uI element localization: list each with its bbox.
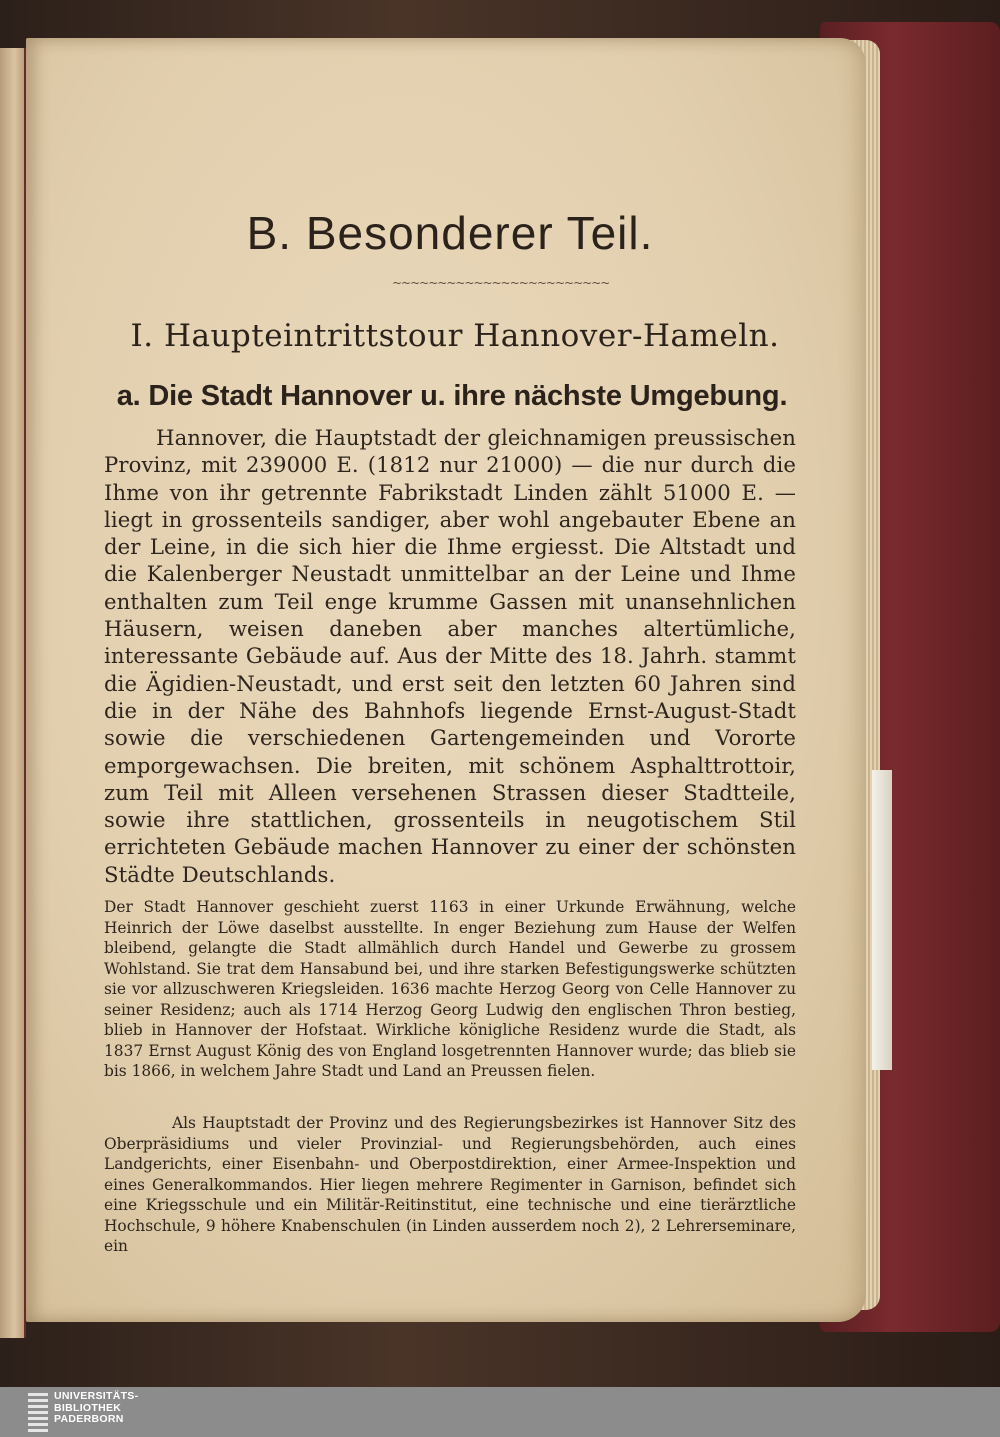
history-paragraph: Der Stadt Hannover geschieht zuerst 1163 in einer Urkunde Erwähnung, welche Heinrich der Löwe daselbst ausstellte. In enger Beziehung zum Hause der Welfen bleibend, gelangte die Stadt allmählich durch Handel und Gewerbe zu grossem Wohlstand. Sie trat dem Hansabund bei, und ihre starken Befestigungswerke schützten sie vor allzuschweren Kriegsleiden. 1636 machte Herzog Georg von Celle Hannover zu seiner Residenz; auch als 1714 Herzog Georg Ludwig den englischen Thron bestieg, blieb in Hannover der Hofstaat. Wirkliche königliche Residenz wurde die Stadt, als 1837 Ernst August König des von England losgetrennten Hannover wurde; das blieb sie bis 1866, in welchem Jahre Stadt und Land an Preussen fielen. — [104, 898, 796, 1080]
library-logo-icon — [28, 1393, 48, 1433]
facing-page-edge — [0, 48, 26, 1338]
logo-line-3: PADERBORN — [54, 1413, 124, 1425]
section-title: B. Besonderer Teil. — [246, 207, 654, 259]
paper-tab-marker — [872, 770, 892, 1070]
logo-line-2: BIBLIOTHEK — [54, 1401, 122, 1414]
chapter-subtitle: a. Die Stadt Hannover u. ihre nächste Umgebung. — [116, 380, 788, 412]
logo-line-1: UNIVERSITÄTS- — [54, 1390, 139, 1402]
library-logo-text — [54, 1391, 138, 1426]
institutions-paragraph: Als Hauptstadt der Provinz und des Regierungsbezirkes ist Hannover Sitz des Oberpräsidiums und vieler Provinzial- und Regierungsbehörden, auch eines Landgerichts, einer Eisenbahn- und Oberpostdirektion, einer Armee-Inspektion und eines Generalkommandos. Hier liegen mehrere Regimenter in Garnison, befindet sich eine Kriegsschule und ein Militär-Reitinstitut, eine technische und eine tierärztliche Hochschule, 9 höhere Knabenschulen (in Linden ausserdem noch 2), 2 Lehrerseminare, ein — [104, 1114, 796, 1255]
part-title: I. Haupteintrittstour Hannover-Hameln. — [130, 318, 780, 354]
body-paragraph: Hannover, die Hauptstadt der gleichnamigen preussischen Provinz, mit 239000 E. (1812 nur 21000) — die nur durch die Ihme von ihr getrennte Fabrikstadt Linden zählt 51000 E. — liegt in grossenteils sandiger, aber wohl angebauter Ebene an der Leine, in die sich hier die Ihme ergiesst. Die Altstadt und die Kalenberger Neustadt unmittelbar an der Leine und Ihme enthalten zum Teil enge krumme Gassen mit unansehnlichen Häusern, weisen daneben aber manches altertümliche, interessante Gebäude auf. Aus der Mitte des 18. Jahrh. stammt die Ägidien-Neustadt, und erst seit den letzten 60 Jahren sind die in der Nähe des Bahnhofs liegende Ernst-August-Stadt sowie die verschiedenen Gartengemeinden und Vororte emporgewachsen. Die breiten, mit schönem Asphalttrottoir, zum Teil mit Alleen versehenen Strassen dieser Stadtteile, sowie ihre stattlichen, grossenteils in neugotischem Stil errichteten Gebäude machen Hannover zu einer der schönsten Städte Deutschlands. — [104, 425, 796, 887]
library-footer-bar — [0, 1387, 1000, 1437]
decorative-rule: ~~~~~~~~~~~~~~~~~~~~~~~~ — [392, 276, 610, 290]
